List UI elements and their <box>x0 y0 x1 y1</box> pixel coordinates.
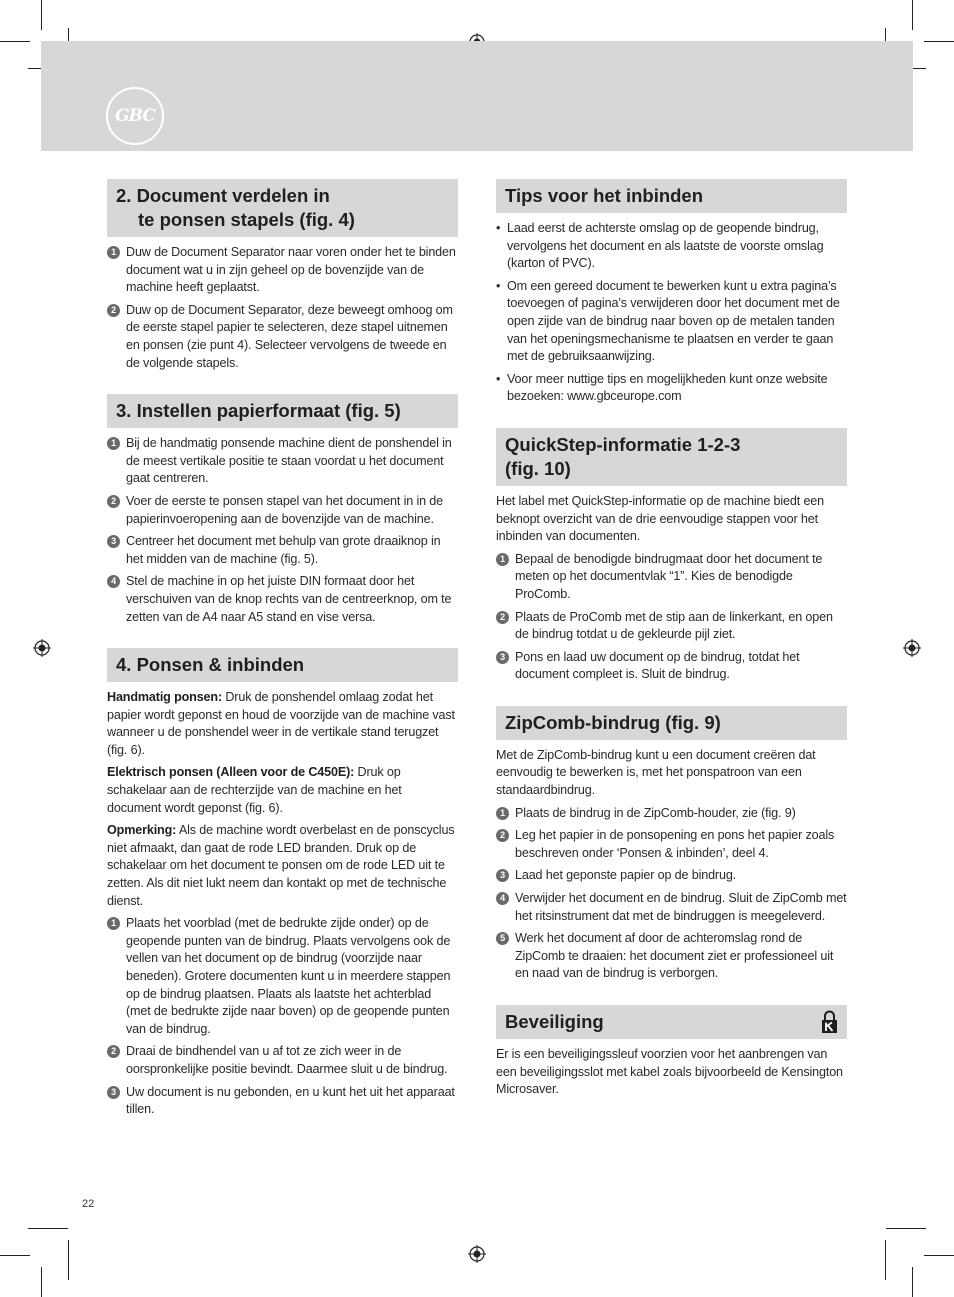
section-body <box>107 237 458 372</box>
crop-mark <box>924 1255 954 1256</box>
list-item <box>496 805 847 823</box>
step-text: Werk het document af door de achteromslag rond de ZipComb te draaien: het document ziet er professioneel uit en naad van de bindrug is verborgen. <box>515 931 834 981</box>
bullet-dot: • <box>496 278 501 293</box>
logo-text: GBC <box>115 106 155 126</box>
paragraph-text: Als de machine wordt overbelast en de ponscyclus niet afmaakt, dan gaat de rode LED branden. Druk op de schakelaar om het document te ponsen om de rode LED uit te zetten. Als dit niet lukt neem dan kontakt op met de technische dienst. <box>107 823 455 908</box>
step-number: 1 <box>107 246 120 259</box>
heading-line-1: QuickStep-informatie 1-2-3 <box>505 433 741 455</box>
step-text: Uw document is nu gebonden, en u kunt het uit het apparaat tillen. <box>126 1084 455 1117</box>
list-item <box>107 573 458 626</box>
crop-mark <box>68 1240 69 1280</box>
section-heading: 4. Ponsen & inbinden <box>107 648 458 682</box>
registration-mark-icon <box>468 1245 486 1263</box>
step-number: 1 <box>496 553 509 566</box>
list-item <box>107 435 458 488</box>
list-item <box>496 609 847 644</box>
section-heading: Tips voor het inbinden <box>496 179 847 213</box>
kensington-lock-icon <box>821 1010 838 1034</box>
step-text: Duw de Document Separator naar voren onder het te binden document wat u in zijn geheel op de bovenzijde van de machine heeft geplaatst. <box>126 245 456 295</box>
bullet-item <box>496 220 847 273</box>
crop-mark <box>41 0 42 30</box>
bullet-item <box>496 278 847 366</box>
step-text: Verwijder het document en de bindrug. Sluit de ZipComb met het ritsinstrument dat met de bindruggen is meegeleverd. <box>515 891 847 923</box>
step-text: Pons en laad uw document op de bindrug, totdat het document compleet is. Sluit de bindrug. <box>515 649 800 682</box>
step-number: 1 <box>107 437 120 450</box>
paragraph: Het label met QuickStep-informatie op de machine biedt een beknopt overzicht van de drie eenvoudige stappen voor het inbinden van documenten. <box>496 493 825 544</box>
heading-line-2: te ponsen stapels (fig. 4) <box>138 209 355 230</box>
list-item <box>496 827 847 862</box>
bullet-text: Voor meer nuttige tips en mogelijkheden kunt onze website bezoeken: www.gbceurope.com <box>507 371 828 404</box>
step-number: 4 <box>496 892 509 905</box>
list-item <box>107 244 458 297</box>
heading-line-1: 2. Document verdelen in <box>116 185 330 206</box>
page-number: 22 <box>82 1198 95 1210</box>
list-item <box>496 551 847 604</box>
section-body <box>107 682 458 1119</box>
step-text: Leg het papier in de ponsopening en pons het papier zoals beschreven onder ‘Ponsen & inbinden’, deel 4. <box>515 828 835 860</box>
step-number: 1 <box>496 807 509 820</box>
step-number: 3 <box>496 651 509 664</box>
list-item <box>107 915 458 1038</box>
list-item <box>107 533 458 568</box>
step-text: Voer de eerste te ponsen stapel van het document in in de papierinvoeropening aan de bovenzijde van de machine. <box>126 493 444 526</box>
section-tips <box>496 179 847 406</box>
section-body <box>496 213 847 406</box>
step-text: Stel de machine in op het juiste DIN formaat door het verschuiven van de knop rechts van de centreerknop, om te zetten van de A4 naar A5 stand en vise versa. <box>126 574 452 624</box>
crop-mark <box>886 1228 926 1229</box>
crop-mark <box>885 1240 886 1280</box>
list-item <box>496 649 847 684</box>
step-text: Plaats de bindrug in de ZipComb-houder, zie (fig. 9) <box>515 805 796 820</box>
bullet-item <box>496 371 847 406</box>
step-text: Bepaal de benodigde bindrugmaat door het document te meten op het documentvlak “1”. Kies de benodigde ProComb. <box>515 551 823 601</box>
paragraph: Er is een beveiligingssleuf voorzien voor het aanbrengen van een beveiligingsslot met kabel zoals bijvoorbeeld de Kensington Microsaver. <box>496 1047 843 1097</box>
step-text: Laad het geponste papier op de bindrug. <box>515 868 737 883</box>
crop-mark <box>912 1267 913 1297</box>
step-number: 1 <box>107 917 120 930</box>
registration-mark-icon <box>33 639 51 657</box>
step-number: 2 <box>496 611 509 624</box>
step-number: 3 <box>107 535 120 548</box>
bullet-dot: • <box>496 221 501 235</box>
right-column <box>496 179 847 1121</box>
section-heading: 3. Instellen papierformaat (fig. 5) <box>107 394 458 428</box>
section-heading <box>496 1005 847 1039</box>
section-body <box>496 740 847 983</box>
list-item <box>107 493 458 528</box>
crop-mark <box>41 1267 42 1297</box>
step-number: 3 <box>496 869 509 882</box>
section-quickstep <box>496 428 847 684</box>
bullet-dot: • <box>496 371 501 386</box>
gbc-logo <box>106 87 164 145</box>
crop-mark <box>912 0 913 30</box>
section-zipcomb <box>496 706 847 983</box>
step-text: Centreer het document met behulp van grote draaiknop in het midden van de machine (fig. 5). <box>126 534 441 566</box>
paragraph <box>107 822 458 910</box>
header-band <box>41 41 913 151</box>
list-item <box>496 867 847 885</box>
list-item <box>107 1043 458 1078</box>
heading-line-2: (fig. 10) <box>505 457 571 479</box>
crop-mark <box>924 41 954 42</box>
crop-mark <box>28 1228 68 1229</box>
step-number: 2 <box>107 1045 120 1058</box>
crop-mark <box>0 1255 30 1256</box>
step-text: Bij de handmatig ponsende machine dient de ponshendel in de meest vertikale positie te staan voordat u het document gaat centreren. <box>126 436 452 486</box>
step-text: Duw op de Document Separator, deze beweegt omhoog om de eerste stapel papier te selecteren, deze stapel uitnemen en ponsen (zie punt 4). Selecteer vervolgens de tweede en de volgende stapels. <box>126 302 453 370</box>
step-number: 2 <box>496 829 509 842</box>
list-item <box>107 302 458 372</box>
step-text: Plaats het voorblad (met de bedrukte zijde onder) op de geopende punten van de bindrug. Plaats vervolgens ook de vellen van het document op de bindrug (voorzijde naar beneden). Grotere documenten kunt u in meerdere stappen op de bindrug plaatsen. Plaats als laatste het achterblad (met de bedrukte zijde naar boven) op de geopende punten van de bindrug. <box>126 916 451 1036</box>
section-beveiliging <box>496 1005 847 1099</box>
section-heading: ZipComb-bindrug (fig. 9) <box>496 706 847 740</box>
section-body <box>496 486 847 684</box>
section-heading <box>496 428 847 486</box>
crop-mark <box>0 41 30 42</box>
paragraph-text: Druk op schakelaar aan de rechterzijde van de machine en het document wordt geponst (fig. 6). <box>107 765 402 815</box>
step-number: 4 <box>107 575 120 588</box>
step-text: Draai de bindhendel van u af tot ze zich weer in de oorspronkelijke positie bevindt. Daarmee sluit u de bindrug. <box>126 1044 448 1076</box>
section-body <box>107 428 458 626</box>
heading-text: Beveiliging <box>505 1011 604 1032</box>
paragraph-lead: Opmerking: <box>107 823 177 838</box>
paragraph-lead: Handmatig ponsen: <box>107 690 222 705</box>
list-item <box>496 930 847 983</box>
step-number: 2 <box>107 304 120 317</box>
section-papierformaat <box>107 394 458 626</box>
section-heading <box>107 179 458 237</box>
paragraph <box>107 689 458 759</box>
list-item <box>496 890 847 925</box>
section-body <box>496 1039 847 1099</box>
paragraph: Met de ZipComb-bindrug kunt u een document creëren dat eenvoudig te bewerken is, met het ponspatroon van een standaardbindrug. <box>496 747 816 798</box>
paragraph-text: Druk de ponshendel omlaag zodat het papier wordt geponst en houd de voorzijde van de machine vast wanneer u de ponshendel weer in de vertikale stand terugzet (fig. 6). <box>107 690 455 757</box>
left-column <box>107 179 458 1141</box>
bullet-text: Om een gereed document te bewerken kunt u extra pagina’s toevoegen of pagina’s verwijderen door het document met de open zijde van de bindrug naar boven op de metalen tanden van het openingsmechanisme te plaatsen en verder te gaan met de gebruiksaanwijzing. <box>507 278 840 364</box>
registration-mark-icon <box>903 639 921 657</box>
paragraph-lead: Elektrisch ponsen (Alleen voor de C450E): <box>107 765 355 780</box>
list-item <box>107 1084 458 1119</box>
step-number: 3 <box>107 1086 120 1099</box>
step-number: 5 <box>496 932 509 945</box>
paragraph <box>107 764 458 817</box>
section-document-verdelen <box>107 179 458 372</box>
step-number: 2 <box>107 495 120 508</box>
bullet-text: Laad eerst de achterste omslag op de geopende bindrug, vervolgens het document en als laatste de voorste omslag (karton of PVC). <box>507 221 824 271</box>
step-text: Plaats de ProComb met de stip aan de linkerkant, en open de bindrug totdat u de gekleurde pijl ziet. <box>515 609 833 642</box>
section-ponsen-inbinden <box>107 648 458 1119</box>
